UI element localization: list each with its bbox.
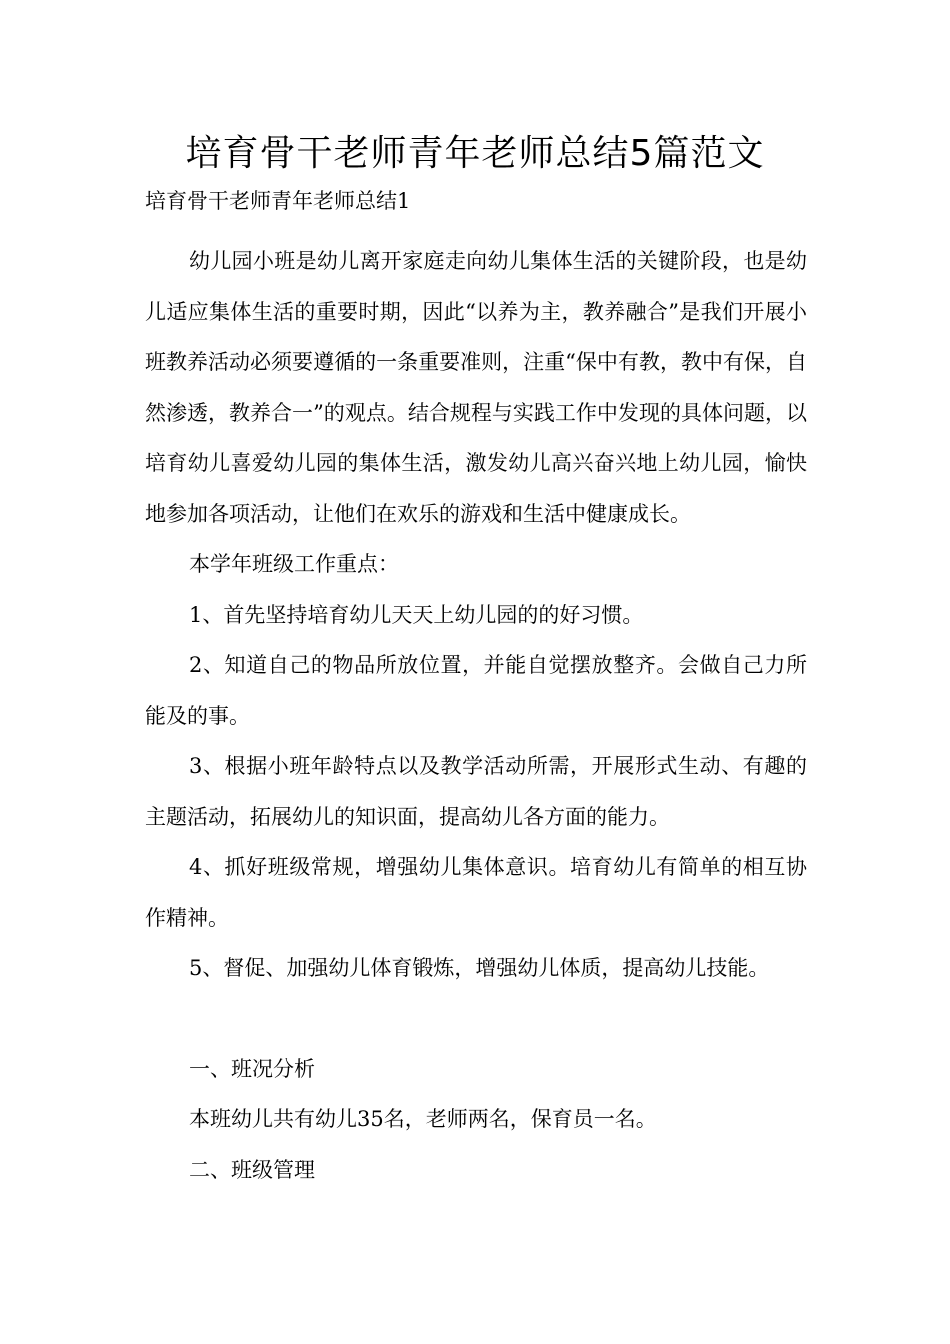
document-body <box>145 236 807 1195</box>
blank-line <box>145 994 807 1044</box>
list-item-4: 4、抓好班级常规，增强幼儿集体意识。培育幼儿有简单的相互协作精神。 <box>145 855 807 930</box>
paragraph-focus-heading: 本学年班级工作重点： <box>189 552 399 576</box>
section-heading-class-management: 二、班级管理 <box>189 1157 315 1182</box>
list-item-1: 1、首先坚持培育幼儿天天上幼儿园的的好习惯。 <box>189 602 644 627</box>
list-item-2: 2、知道自己的物品所放位置，并能自觉摆放整齐。会做自己力所能及的事。 <box>145 653 807 728</box>
list-item-5: 5、督促、加强幼儿体育锻炼，增强幼儿体质，提高幼儿技能。 <box>189 956 770 980</box>
paragraph-intro: 幼儿园小班是幼儿离开家庭走向幼儿集体生活的关键阶段，也是幼儿适应集体生活的重要时期，因此“以养为主，教养融合”是我们开展小班教养活动必须要遵循的一条重要准则，注重“保中有教，教中有保，自然渗透，教养合一”的观点。结合规程与实践工作中发现的具体问题，以培育幼儿喜爱幼儿园的集体生活，激发幼儿高兴奋兴地上幼儿园，愉快地参加各项活动，让他们在欢乐的游戏和生活中健康成长。 <box>145 249 807 526</box>
paragraph-class-analysis: 本班幼儿共有幼儿35名，老师两名，保育员一名。 <box>189 1107 657 1131</box>
list-item-3: 3、根据小班年龄特点以及教学活动所需，开展形式生动、有趣的主题活动，拓展幼儿的知识面，提高幼儿各方面的能力。 <box>145 754 807 829</box>
document-title: 培育骨干老师青年老师总结5篇范文 <box>185 133 765 174</box>
section-heading-class-analysis: 一、班况分析 <box>189 1056 315 1081</box>
section-subtitle: 培育骨干老师青年老师总结1 <box>145 189 411 213</box>
